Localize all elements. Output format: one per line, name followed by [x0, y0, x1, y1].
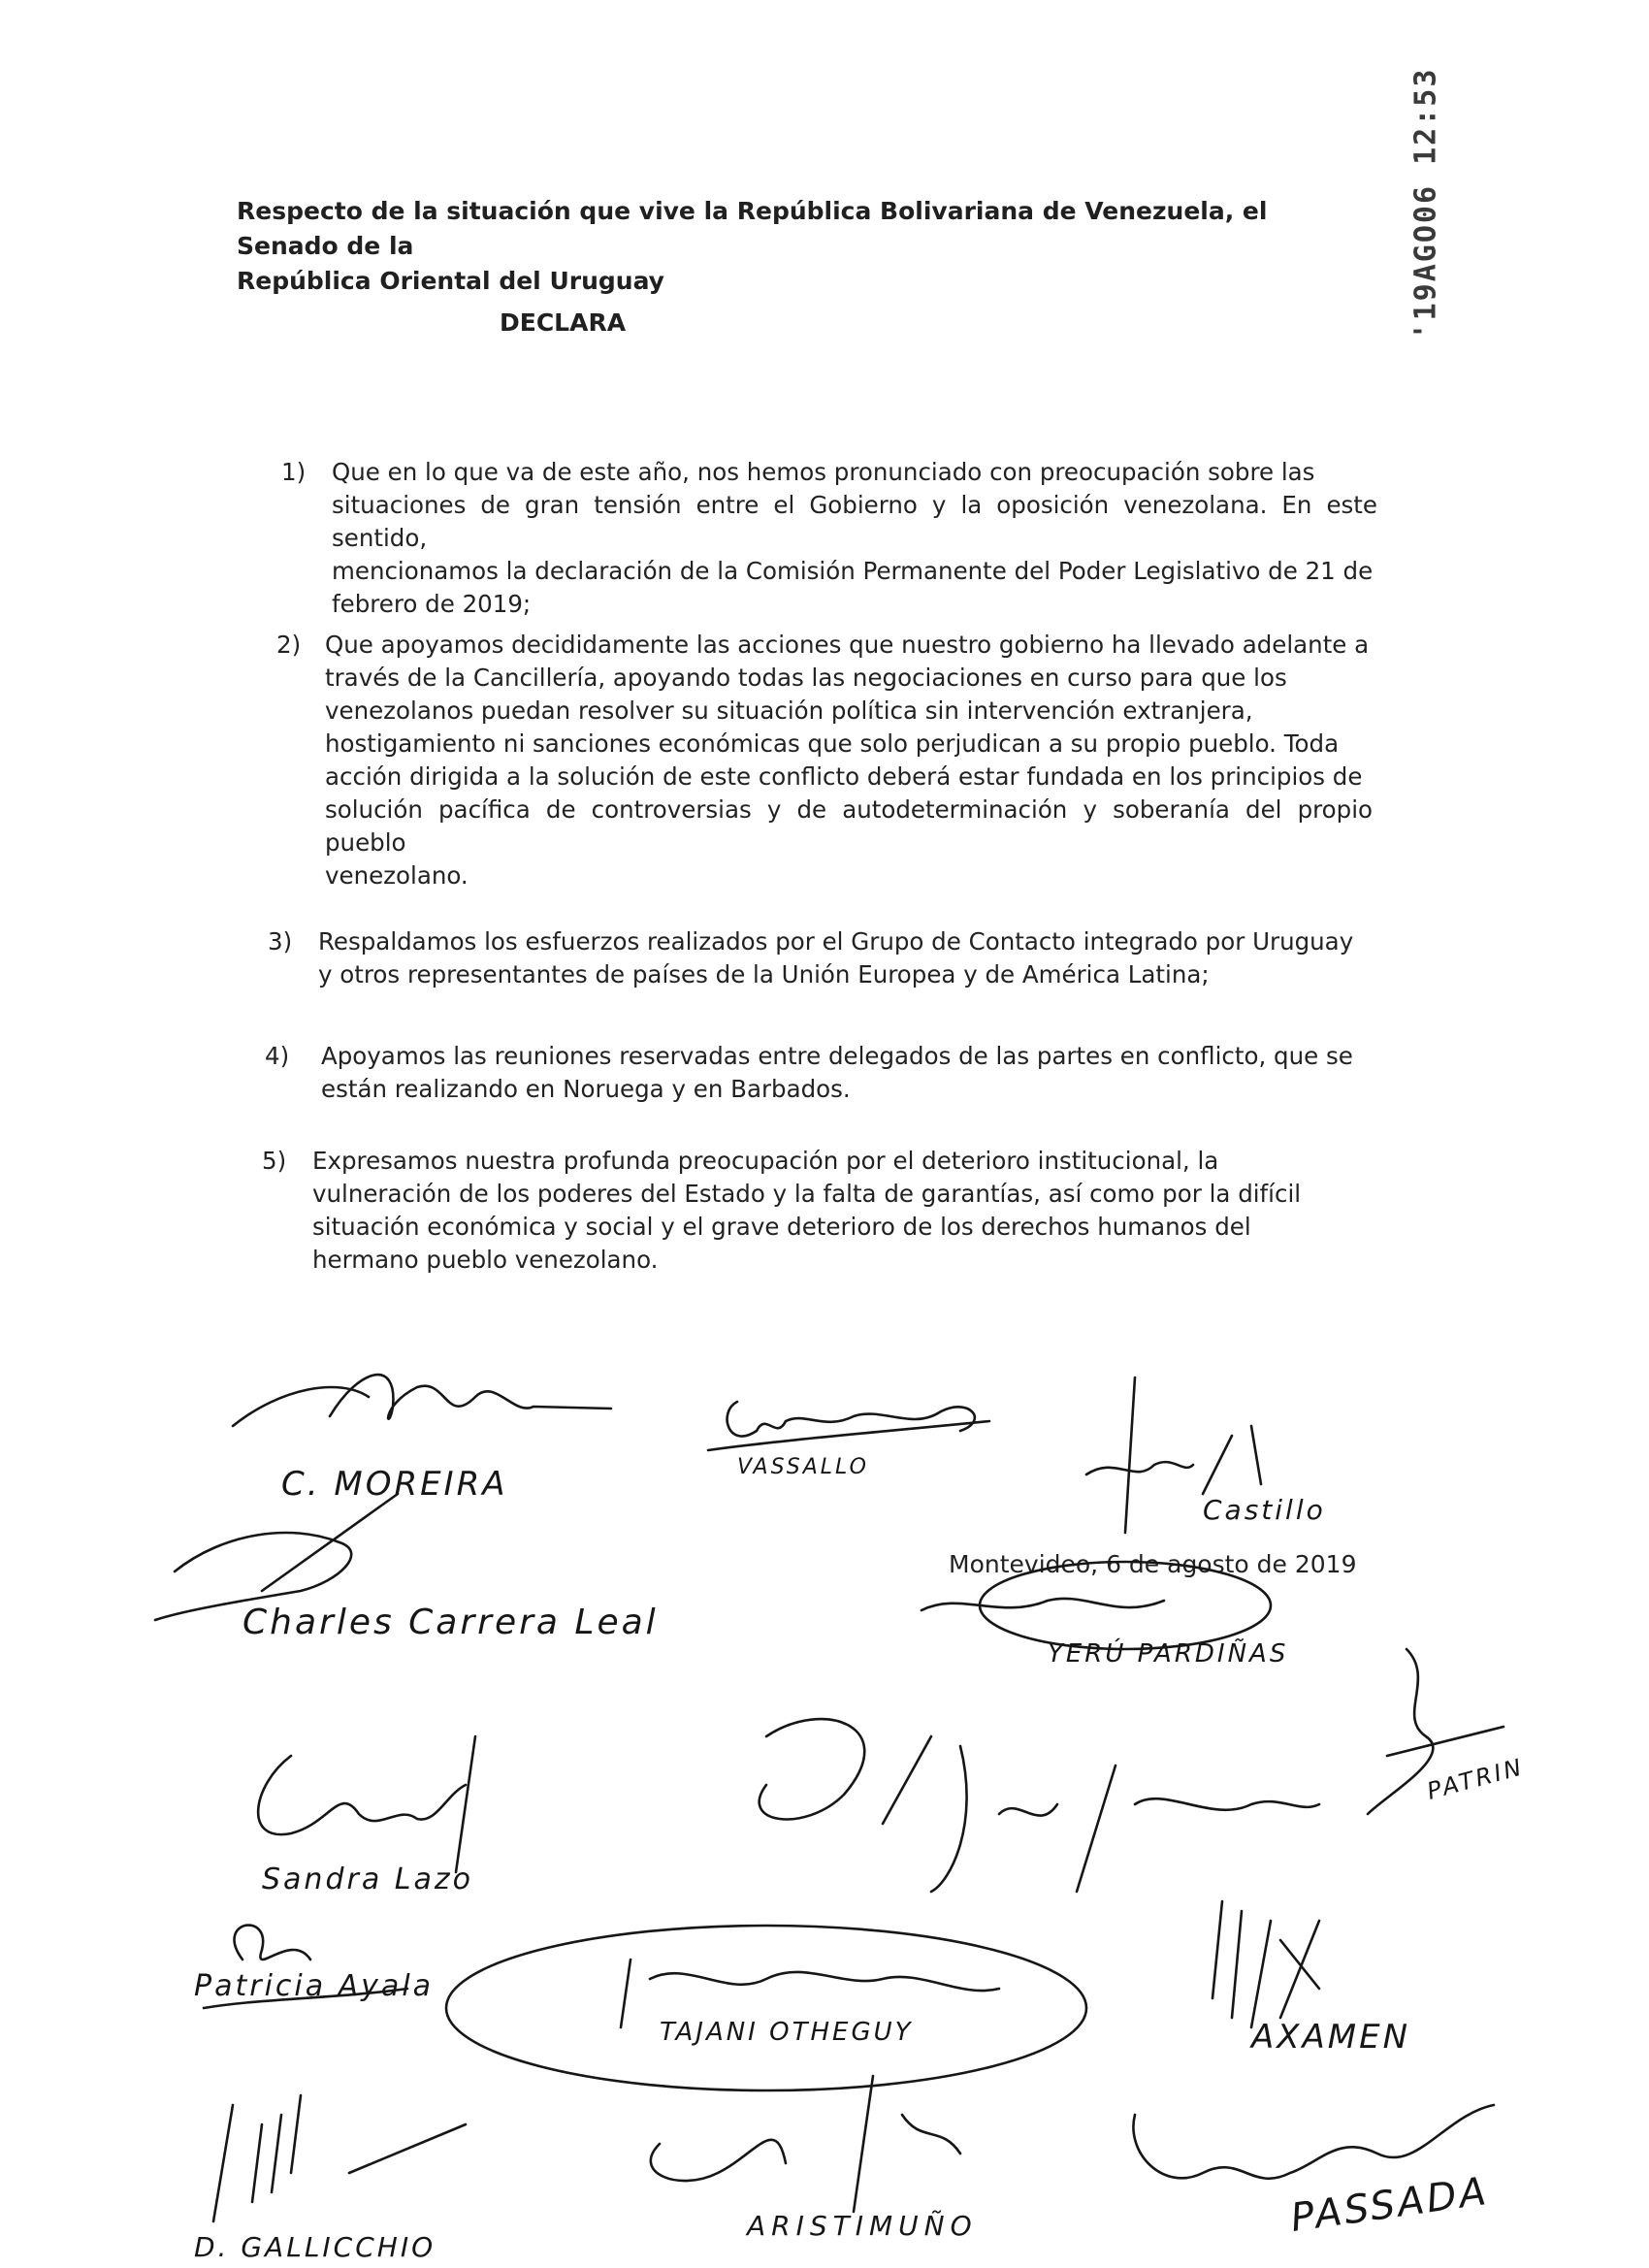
- item-line: febrero de 2019;: [332, 590, 532, 618]
- signature-name: PATRIN: [1424, 1753, 1528, 1805]
- item-line: Que en lo que va de este año, nos hemos pronunciado con preocupación sobre las: [332, 458, 1315, 486]
- item-number: 2): [276, 631, 302, 659]
- item-line: acción dirigida a la solución de este conflicto deberá estar fundada en los principios de: [325, 762, 1363, 791]
- signature-name: Castillo: [1203, 1494, 1326, 1526]
- signature-name: D. GALLICCHIO: [194, 2231, 436, 2263]
- signature-name: Sandra Lazo: [262, 1863, 473, 1896]
- signature-name: AXAMEN: [1251, 2018, 1411, 2057]
- item-line: situaciones de gran tensión entre el Gobierno y la oposición venezolana. En este sentido,: [332, 491, 1377, 552]
- reception-stamp: [1397, 67, 1455, 340]
- signature-name: PASSADA: [1287, 2168, 1492, 2242]
- signature-pardinas: [902, 1562, 1289, 1688]
- signature-axamen: [1193, 1882, 1504, 2066]
- item-line: venezolano.: [325, 861, 469, 890]
- signature-central: [708, 1707, 1329, 1901]
- signature-scribble: [902, 1562, 1280, 1688]
- header-line-2: República Oriental del Uruguay: [237, 267, 664, 295]
- place-date: Montevideo, 6 de agosto de 2019: [949, 1550, 1357, 1578]
- signature-name: VASSALLO: [737, 1455, 869, 1479]
- stamp-datetime: '19AGO06 12:53: [1408, 67, 1443, 340]
- item-line: están realizando en Noruega y en Barbados.: [321, 1075, 851, 1103]
- item-line: través de la Cancillería, apoyando todas las negociaciones en curso para que los: [325, 664, 1287, 692]
- item-line: hostigamiento ni sanciones económicas que solo perjudican a su propio pueblo. Toda: [325, 729, 1340, 758]
- item-line: solución pacífica de controversias y de autodeterminación y soberanía del propio pueblo: [325, 795, 1373, 857]
- item-line: mencionamos la declaración de la Comisión Permanente del Poder Legislativo de 21 de: [332, 557, 1374, 585]
- item-line: Apoyamos las reuniones reservadas entre delegados de las partes en conflicto, que se: [321, 1042, 1353, 1070]
- item-line: vulneración de los poderes del Estado y la falta de garantías, así como por la difícil: [312, 1180, 1302, 1208]
- signature-name: YERÚ PARDIÑAS: [1048, 1639, 1289, 1669]
- signature-vassallo: [698, 1373, 1009, 1499]
- signature-scribble: [698, 1373, 1009, 1499]
- signature-gallicchio: [194, 2086, 543, 2268]
- signature-patrin: [1348, 1639, 1542, 1833]
- header-line-1: Respecto de la situación que vive la República Bolivariana de Venezuela, el Senado de la: [237, 197, 1268, 260]
- item-line: venezolanos puedan resolver su situación política sin intervención extranjera,: [325, 697, 1253, 725]
- signature-castillo: [1067, 1368, 1377, 1542]
- declaration-header: [237, 194, 1333, 299]
- signature-name: Charles Carrera Leal: [242, 1603, 659, 1642]
- declara-heading: DECLARA: [500, 308, 627, 337]
- item-number: 3): [268, 927, 293, 956]
- signature-scribble: [708, 1707, 1329, 1901]
- signature-passada: [1106, 2076, 1523, 2260]
- item-line: hermano pueblo venezolano.: [312, 1246, 659, 1274]
- item-number: 4): [265, 1042, 290, 1070]
- item-line: Que apoyamos decididamente las acciones que nuestro gobierno ha llevado adelante a: [325, 631, 1370, 659]
- signature-aristimuno: [621, 2057, 1067, 2251]
- item-line: Expresamos nuestra profunda preocupación por el deterioro institucional, la: [312, 1147, 1219, 1175]
- signature-name: Patricia Ayala: [194, 1969, 435, 2003]
- item-number: 5): [262, 1147, 287, 1175]
- signature-name: ARISTIMUÑO: [747, 2210, 978, 2242]
- signature-scribble: [1348, 1639, 1542, 1833]
- signature-lazo: [233, 1727, 524, 1911]
- signature-carrera: [146, 1484, 679, 1659]
- signature-name: TAJANI OTHEGUY: [660, 2018, 914, 2047]
- item-line: Respaldamos los esfuerzos realizados por el Grupo de Contacto integrado por Uruguay: [318, 927, 1354, 956]
- item-line: y otros representantes de países de la Unión Europea y de América Latina;: [318, 960, 1210, 988]
- signature-name: C. MOREIRA: [281, 1465, 508, 1504]
- item-number: 1): [281, 458, 307, 486]
- item-line: situación económica y social y el grave deterioro de los derechos humanos del: [312, 1213, 1251, 1241]
